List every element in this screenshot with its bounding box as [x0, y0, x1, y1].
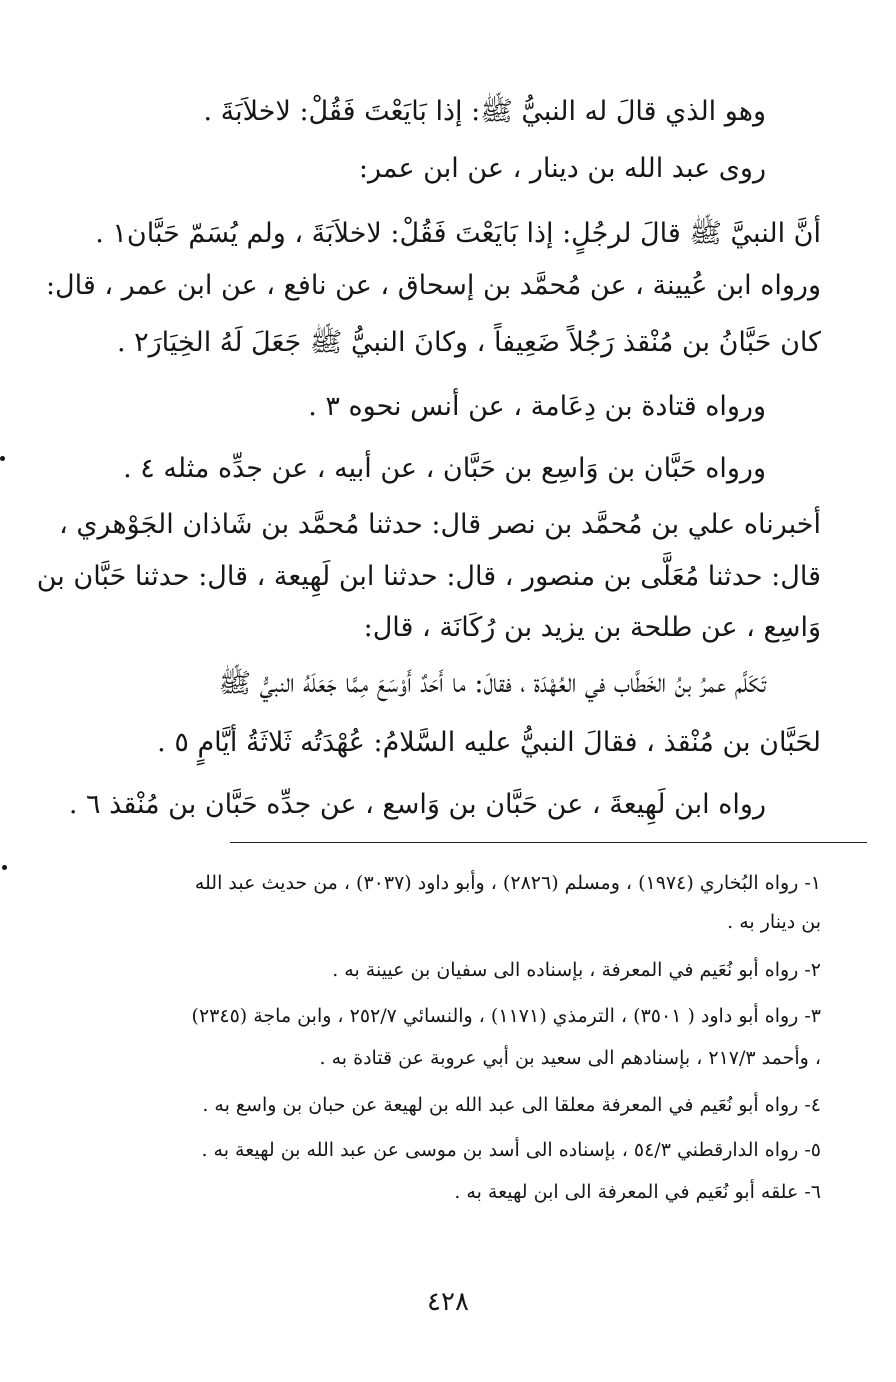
footnote-line: ٤- رواه أبو نُعَيم في المعرفة معلقا الى عبد الله بن لهيعة عن حبان بن واسع به . [202, 1094, 821, 1116]
footnote-line: ٣- رواه أبو داود ( ٣٥٠١) ، الترمذي (١١٧١) ، والنسائي ٢٥٢/٧ ، وابن ماجة (٢٣٤٥) [191, 1005, 821, 1027]
main-text-line: أنَّ النبيَّ ﷺ قالَ لرجُلٍ: إذا بَايَعْتَ فَقُلْ: لاخلاَبَةَ ، ولم يُسَمّ حَبَّان١ . [95, 218, 821, 249]
footnote-separator [230, 842, 867, 843]
main-text-line: ورواه حَبَّان بن وَاسِع بن حَبَّان ، عن أبيه ، عن جدِّه مثله ٤ . [123, 453, 766, 484]
footnote-line: ٢- رواه أبو نُعَيم في المعرفة ، بإسناده الى سفيان بن عيينة به . [332, 959, 821, 981]
main-text-line: وَاسِع ، عن طلحة بن يزيد بن رُكَانَة ، قال: [363, 612, 821, 643]
footnote-line: ٦- علقه أبو نُعَيم في المعرفة الى ابن لهيعة به . [454, 1181, 821, 1203]
main-text-line: رواه ابن لَهِيعةَ ، عن حَبَّان بن وَاسع ، عن جدِّه حَبَّان بن مُنْقذ ٦ . [68, 789, 766, 820]
main-text-line: لحَبَّان بن مُنْقذ ، فقالَ النبيُّ عليه السَّلامُ: عُهْدَتُه ثَلاثَةُ أيَّامٍ ٥ . [157, 727, 821, 758]
scan-speck [2, 865, 7, 870]
footnote-line: ٥- رواه الدارقطني ٥٤/٣ ، بإسناده الى أسد بن موسى عن عبد الله بن لهيعة به . [201, 1139, 821, 1161]
main-text-line: كان حَبَّانُ بن مُنْقذ رَجُلاً ضَعِيفاً ، وكانَ النبيُّ ﷺ جَعَلَ لَهُ الخِيَارَ٢ . [116, 327, 821, 358]
main-text-line: ورواه قتادة بن دِعَامة ، عن أنس نحوه ٣ . [308, 391, 766, 422]
footnote-line: بن دينار به . [727, 911, 821, 933]
main-text-line: تَكَلَّم عمرُ بنُ الخَطَّاب في العُهْدَة ، فقالَ: ما أَحَدٌ أَوْسَعَ مِمَّا جَعَلَهُ النبيُّ ﷺ [218, 668, 766, 699]
main-text-line: ورواه ابن عُيينة ، عن مُحمَّد بن إسحاق ، عن نافع ، عن ابن عمر ، قال: [45, 270, 821, 301]
main-text-line: أخبرناه علي بن مُحمَّد بن نصر قال: حدثنا مُحمَّد بن شَاذان الجَوْهري ، [59, 509, 821, 540]
footnote-line: ١- رواه البُخاري (١٩٧٤) ، ومسلم (٢٨٢٦) ، وأبو داود (٣٠٣٧) ، من حديث عبد الله [194, 872, 821, 894]
main-text-line: قال: حدثنا مُعَلَّى بن منصور ، قال: حدثنا ابن لَهِيعة ، قال: حدثنا حَبَّان بن [36, 561, 821, 592]
scan-speck [0, 456, 5, 461]
page-number: ٤٢٨ [427, 1287, 469, 1317]
main-text-line: روى عبد الله بن دينار ، عن ابن عمر: [358, 153, 766, 184]
main-text-line: وهو الذي قالَ له النبيُّ ﷺ: إذا بَايَعْتَ فَقُلْ: لاخلاَبَةَ . [203, 96, 766, 127]
footnote-line: ، وأحمد ٢١٧/٣ ، بإسنادهم الى سعيد بن أبي عروبة عن قتادة به . [319, 1047, 821, 1069]
